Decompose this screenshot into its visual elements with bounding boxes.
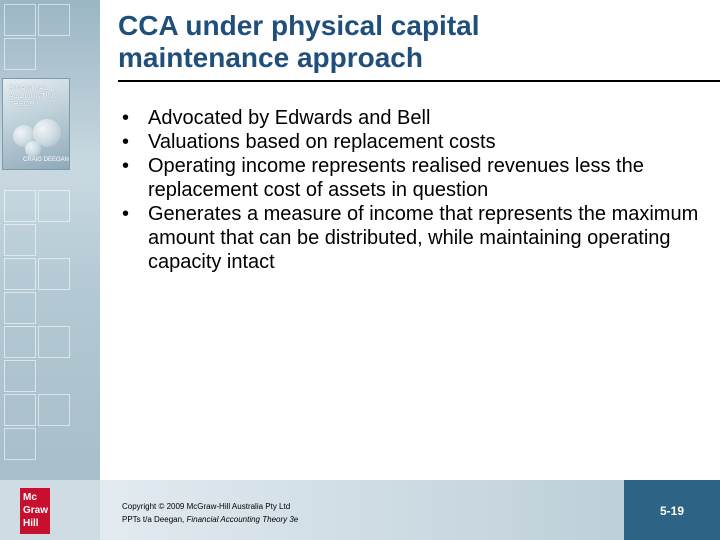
book-title-line: FINANCIAL xyxy=(9,85,49,92)
side-decorative-strip xyxy=(0,0,100,480)
copyright-notice xyxy=(122,500,298,526)
bullet-item: • Valuations based on replacement costs xyxy=(118,130,708,154)
grid-cell xyxy=(38,190,70,222)
page-number-box xyxy=(624,480,720,540)
grid-cell xyxy=(4,224,36,256)
bullet-item: • Operating income represents realised revenues less the replacement cost of assets in question xyxy=(118,154,708,202)
logo-line: Mc xyxy=(23,492,37,503)
grid-cell xyxy=(4,428,36,460)
slide-title xyxy=(118,10,708,74)
title-divider xyxy=(118,80,720,82)
bullet-item: • Generates a measure of income that represents the maximum amount that can be distributed, while maintaining operating capacity intact xyxy=(118,202,708,274)
copyright-line: Copyright © 2009 McGraw-Hill Australia Pty Ltd xyxy=(122,502,291,511)
grid-cell xyxy=(4,326,36,358)
copyright-prefix: PPTs t/a Deegan, xyxy=(122,515,187,524)
book-cover-title xyxy=(9,85,69,109)
grid-cell xyxy=(38,394,70,426)
grid-cell xyxy=(4,360,36,392)
logo-line: Graw xyxy=(23,505,49,516)
mcgraw-hill-logo xyxy=(0,480,100,540)
grid-cell xyxy=(4,394,36,426)
grid-cell xyxy=(38,4,70,36)
slide-title-line: maintenance approach xyxy=(118,42,423,73)
book-title-line: THEORY xyxy=(9,101,40,108)
logo-box xyxy=(20,488,50,534)
book-bubble xyxy=(25,141,41,157)
grid-cell xyxy=(38,326,70,358)
book-title-citation: Financial Accounting Theory 3e xyxy=(186,515,299,524)
grid-cell xyxy=(4,258,36,290)
grid-cell xyxy=(4,4,36,36)
book-cover-image xyxy=(2,78,70,170)
book-title-line: ACCOUNTING xyxy=(9,93,60,100)
slide-footer xyxy=(100,480,720,540)
copyright-line-2 xyxy=(122,513,298,526)
book-cover-author: CRAIG DEEGAN xyxy=(23,157,70,163)
grid-cell xyxy=(4,38,36,70)
bullet-item: • Advocated by Edwards and Bell xyxy=(118,106,708,130)
grid-cell xyxy=(4,190,36,222)
bullet-list xyxy=(118,106,708,274)
grid-cell xyxy=(38,258,70,290)
grid-cell xyxy=(4,292,36,324)
page-number: 5-19 xyxy=(659,504,685,518)
logo-line: Hill xyxy=(23,518,39,529)
slide-title-line: CCA under physical capital xyxy=(118,10,480,41)
